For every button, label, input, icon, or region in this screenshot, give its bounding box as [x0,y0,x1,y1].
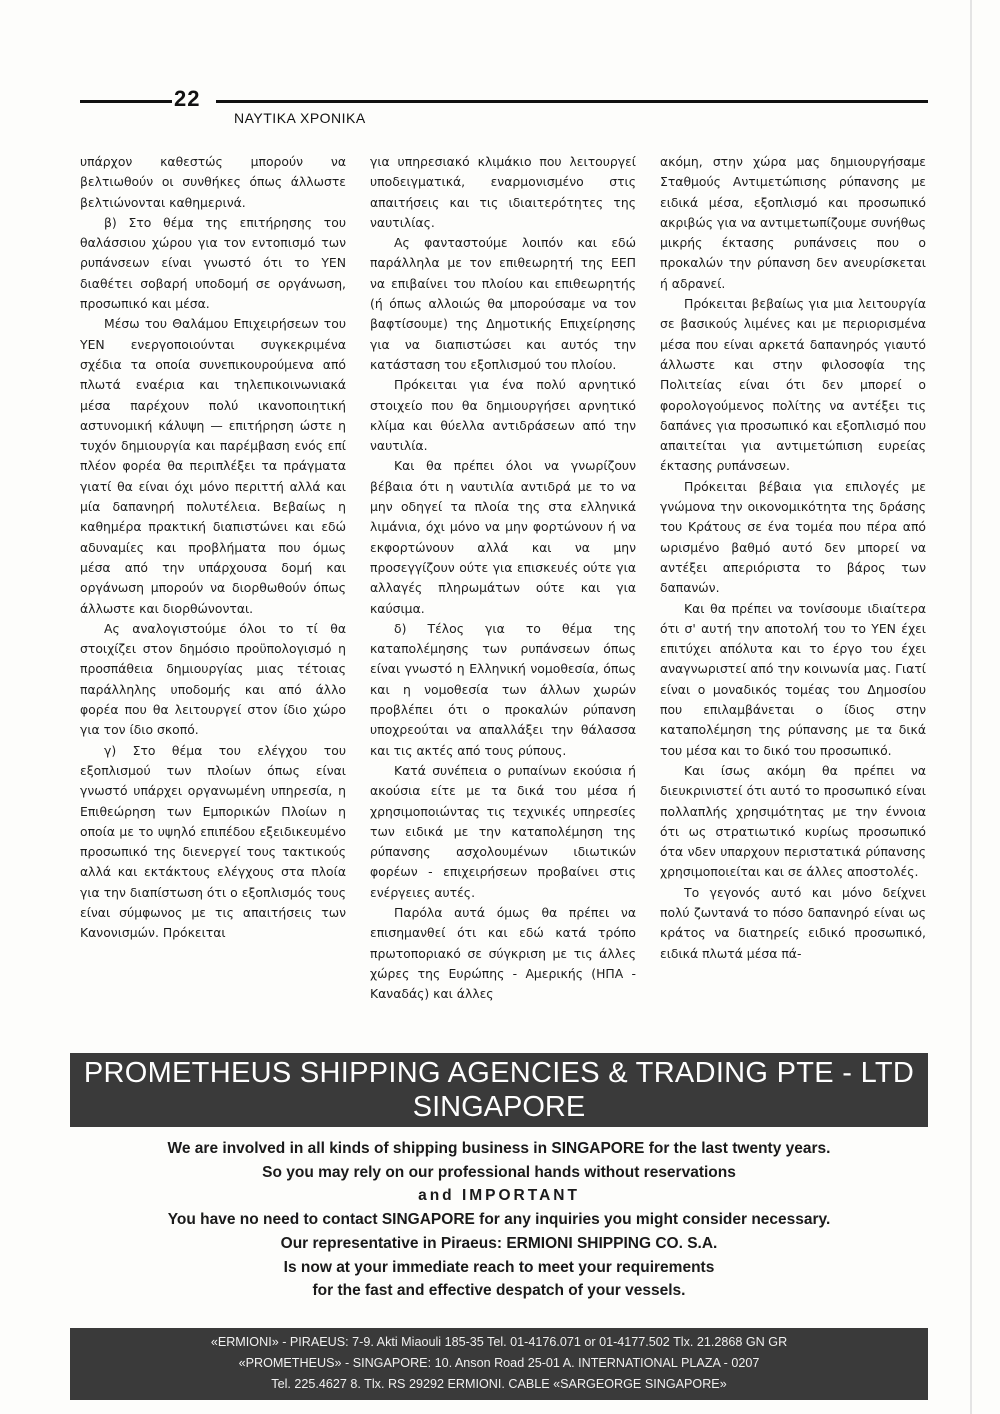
ad-line: and IMPORTANT [418,1187,580,1205]
contact-line-piraeus: «ERMIONI» - PIRAEUS: 7-9. Akti Miaouli 185-35 Tel. 01-4176.071 or 01-4177.502 Tlx. 21.2868 GN GR [210,1335,788,1349]
paragraph: για υπηρεσιακό κλιμάκιο που λειτουργεί υποδειγματικά, εναρμονισμένο στις απαιτήσεις και τις ιδιαιτερότητες της ναυτιλίας. [370,154,636,230]
text-column-3 [660,152,926,1047]
ad-line: So you may rely on our professional hands without reservations [262,1163,736,1181]
paragraph: Πρόκειται βεβαίως για μια λειτουργία σε βασικούς λιμένες και με περιορισμένα μέσα που είναι αρκετά δαπανηρός γιαυτό άλλωστε και στην φιλοσοφία της Πολιτείας είναι ότι δεν μπορεί ο φορολογούμενος πολίτης να αντέξει τις δαπάνες για προσωπικό και εξοπλισμό που απαιτείται για αντιμετώπιση ευρείας έκτασης ρυπάνσεων. [660,296,926,474]
ad-line: We are involved in all kinds of shipping business in SINGAPORE for the last twenty years. [167,1140,831,1157]
ad-contact-band [70,1328,928,1400]
page-edge [970,0,972,1414]
paragraph: ακόμη, στην χώρα μας δημιουργήσαμε Σταθμούς Αντιμετώπισης ρύπανσης με ειδικά μέσα, εξοπλισμό και προσωπικό ακριβώς για να αντιμετωπίζουμε συνήθως μικρής έκτασης ρυπάνσεις που ο προκαλών την ρύπανση δεν ανευρίσκεται ή αδρανεί. [660,154,926,291]
ad-body [70,1137,928,1303]
text-column-1 [80,152,346,1047]
paragraph: Το γεγονός αυτό και μόνο δείχνει πολύ ζωντανά το πόσο δαπανηρό είναι ως κράτος να διατηρείς ειδικό προσωπικό, ειδικά πλωτά μέσα πά- [660,884,926,961]
contact-line-telex: Tel. 225.4627 8. Tlx. RS 29292 ERMIONI. CABLE «SARGEORGE SINGAPORE» [271,1377,727,1391]
ad-company-location: SINGAPORE [412,1091,586,1123]
ad-line: Is now at your immediate reach to meet your requirements [283,1258,715,1276]
paragraph: Ας αναλογιστούμε όλοι το τί θα στοιχίζει στον δημόσιο προϋπολογισμό η προσπάθεια δημιουργίας μιας τέτοιας παράλληλης υποδομής και από άλλο φορέα που θα λειτουργεί στον ίδιο χώρο για τον ίδιο σκοπό. [80,620,346,738]
publication-name: ΝΑΥΤΙΚΑ ΧΡΟΝΙΚΑ [234,110,366,126]
paragraph: δ) Τέλος για το θέμα της καταπολέμησης των ρυπάνσεων όπως είναι γνωστό η Ελληνική νομοθεσία, όπως και η νομοθεσία των άλλων χωρών προβλέπει ότι ο προκαλών ρύπανση υποχρεούται να απαλλάξει την θάλασσα και τις ακτές από τους ρύπους. [370,620,636,758]
paragraph: Και θα πρέπει να τονίσουμε ιδιαίτερα ότι σ' αυτή την αποτολή του το ΥΕΝ έχει επιτύχει απόλυτα και το έργο του έχει αναγνωριστεί από την κοινωνία μας. Γιατί είναι ο μοναδικός τομέας του Δημοσίου που επιλαμβάνεται ο ίδιος στην καταπολέμηση της ρύπανσης με τα δικά του μέσα και το δικό του προσωπικό. [660,600,926,758]
ad-line: You have no need to contact SINGAPORE for any inquiries you might consider necessary. [167,1211,831,1229]
ad-company-name: PROMETHEUS SHIPPING AGENCIES & TRADING PTE - LTD [83,1057,915,1089]
paragraph: Παρόλα αυτά όμως θα πρέπει να επισημανθεί ότι και εδώ κατά τρόπο πρωτοποριακό σε σύγκριση με τις άλλες χώρες της Ευρώπης - Αμερικής (ΗΠΑ - Καναδάς) και άλλες [370,904,636,1002]
paragraph: υπάρχον καθεστώς μπορούν να βελτιωθούν οι συνθήκες όπως άλλωστε βελτιώνονται καθημερινά. [80,154,346,210]
ad-title-band [70,1053,928,1127]
contact-line-singapore: «PROMETHEUS» - SINGAPORE: 10. Anson Road 25-01 A. INTERNATIONAL PLAZA - 0207 [238,1356,760,1370]
header-rule-left [80,100,172,103]
paragraph: Ας φανταστούμε λοιπόν και εδώ παράλληλα με τον επιθεωρητή της ΕΕΠ να επιβαίνει του πλοίου και επιθεωρητής (ή όπως αλλοιώς θα μπορούσαμε να τον βαφτίσουμε) της Δημοτικής Επιχείρησης για να διαπιστώσει και αυτός την κατάσταση του εξοπλισμού του πλοίου. [370,235,636,372]
paragraph: Πρόκειται βέβαια για επιλογές με γνώμονα την οικονομικότητα της δράσης του Κράτους σε ένα τομέα που πέρα από ωρισμένο βαθμό αυτό δεν μπορεί να αντέξει απεριόριστα το βάρος των δαπανών. [660,478,926,596]
paragraph: γ) Στο θέμα του ελέγχου του εξοπλισμού των πλοίων όπως είναι γνωστό υπάρχει οργανωμένη υπηρεσία, η Επιθεώρηση των Εμπορικών Πλοίων η οποία με το υψηλό επιπέδου εξειδικευμένο προσωπικό της διενεργεί τους τακτικούς αλλά και εκτάκτους ελέγχους στα πλοία για την διαπίστωση ότι ο εξοπλισμός τους είναι σύμφωνος με τις απαιτήσεις των Κανονισμών. Πρόκειται [80,742,346,941]
header-rule-right [216,100,928,103]
paragraph: Κατά συνέπεια ο ρυπαίνων εκούσια ή ακούσια είτε με τα δικά του μέσα ή χρησιμοποιώντας τις τεχνικές υπηρεσίες των ειδικά με την καταπολέμηση της ρύπανσης ασχολουμένων ιδιωτικών φορέων - επιχειρήσεων προβαίνει στις ενέργειες αυτές. [370,762,636,900]
paragraph: Και θα πρέπει όλοι να γνωρίζουν βέβαια ότι η ναυτιλία αντιδρά με το να μην οδηγεί τα πλοία της στα ελληνικά λιμάνια, όχι μόνο να μην φορτώνουν ή να εκφορτώνουν αλλά και να μην προσεγγίζουν ούτε για επισκευές ούτε για αλλαγές πληρωμάτων ούτε και για καύσιμα. [370,458,636,616]
ad-line: Our representative in Piraeus: ERMIONI SHIPPING CO. S.A. [280,1234,718,1252]
page-number: 22 [174,86,201,111]
paragraph: Και ίσως ακόμη θα πρέπει να διευκρινιστεί ότι αυτό το προσωπικό είναι πολλαπλής χρησιμότητας με την έννοια ότι ως στρατιωτικό κυρίως προσωπικό ότα νδεν υπαρχουν περιστατικά ρύπανσης χρησιμοποιείται και σε άλλες αποστολές. [660,762,926,880]
paragraph: Πρόκειται για ένα πολύ αρνητικό στοιχείο που θα δημιουργήσει αρνητικό κλίμα και θύελλα αντιδράσεων από την ναυτιλία. [370,377,636,454]
ad-line: for the fast and effective despatch of your vessels. [312,1282,686,1300]
paragraph: Μέσω του Θαλάμου Επιχειρήσεων του ΥΕΝ ενεργοποιούνται συγκεκριμένα σχέδια τα οποία συνεπικουρούμενα από πλωτά εναέρια και τηλεπικοινωνιακά μέσα παρέχουν πολύ ικανοποιητική αστυνομική κάλυψη — επιτήρηση ώστε η τυχόν δημιουργία και παρέμβαση ενός επί πλέον φορέα θα περιπλέξει τα πράγματα γιατί θα είναι όχι μόνο περιττή αλλά και μία δαπανηρή πολυτέλεια. Βεβαίως η καθημέρα πρακτική διαπιστώνει και εδώ αδυναμίες και προβλήματα που όμως μέσα από την υπάρχουσα δομή και οργάνωση μπορούν να διορθωθούν όπως άλλωστε και διορθώνονται. [80,316,346,616]
paragraph: β) Στο θέμα της επιτήρησης του θαλάσσιου χώρου για τον εντοπισμό των ρυπάνσεων είναι γνωστό ότι το ΥΕΝ διαθέτει σοβαρή υποδομή σε οργάνωση, προσωπικό και μέσα. [80,214,346,312]
text-column-2 [370,152,636,1047]
